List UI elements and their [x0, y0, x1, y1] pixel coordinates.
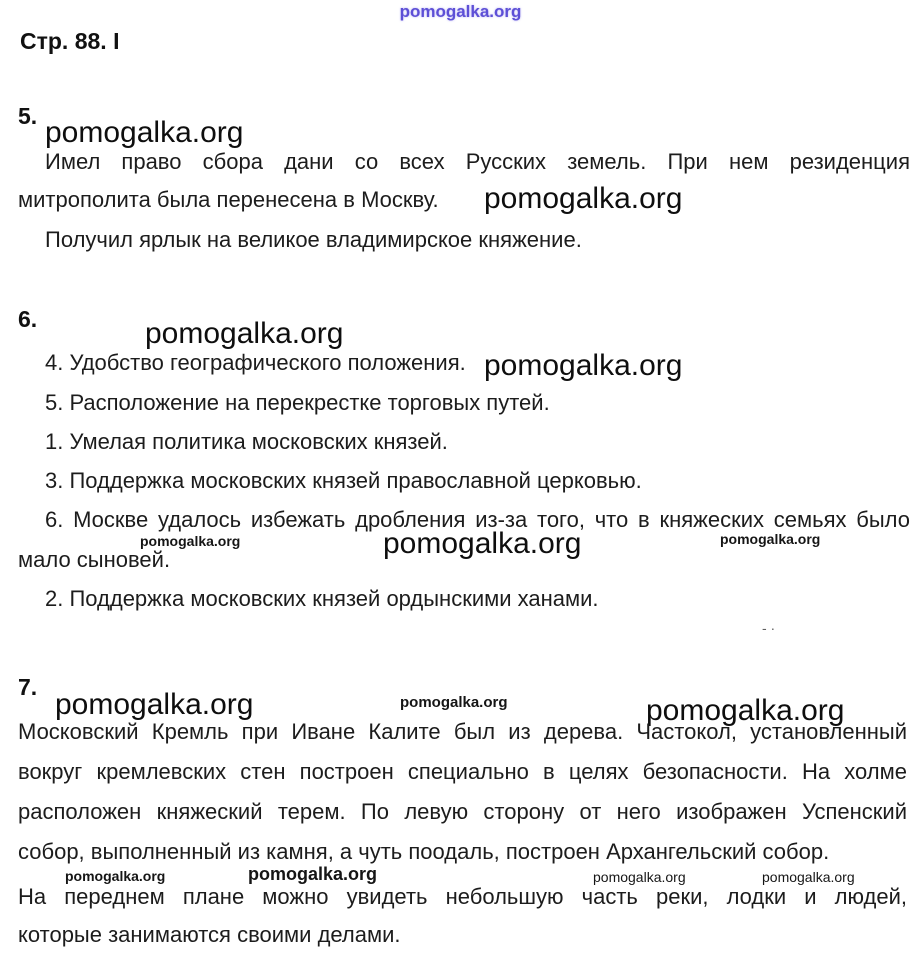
- watermark: pomogalka.org: [762, 869, 855, 885]
- watermark: pomogalka.org: [593, 869, 686, 885]
- section6-list-item: 1. Умелая политика московских князей.: [45, 429, 448, 454]
- section5-paragraph-line: Получил ярлык на великое владимирское княжение.: [45, 227, 582, 252]
- page-label: Стр. 88. I: [20, 28, 120, 54]
- watermark: pomogalka.org: [55, 688, 254, 721]
- section7-paragraph-line: Московский Кремль при Иване Калите был из дерева. Частокол, установленный: [18, 719, 907, 744]
- watermark: pomogalka.org: [248, 864, 378, 884]
- watermark: pomogalka.org: [720, 531, 821, 547]
- watermark: pomogalka.org: [484, 182, 683, 215]
- section7-paragraph-line: расположен княжеский терем. По левую сторону от него изображен Успенский: [18, 799, 907, 824]
- watermark: pomogalka.org: [646, 694, 845, 727]
- section6-list-item: 6. Москве удалось избежать дробления из-за того, что в княжеских семьях было: [45, 507, 910, 532]
- section5-number: 5.: [18, 103, 38, 129]
- section6-list-item: 2. Поддержка московских князей ордынскими ханами.: [45, 586, 599, 611]
- section7-number: 7.: [18, 674, 38, 700]
- watermark: pomogalka.org: [140, 533, 241, 549]
- watermark: pomogalka.org: [383, 527, 582, 560]
- watermark: pomogalka.org: [145, 317, 344, 350]
- section6-list-item: мало сыновей.: [18, 547, 171, 572]
- section7-paragraph-line: На переднем плане можно увидеть небольшую часть реки, лодки и людей,: [18, 884, 907, 909]
- section7-paragraph-line: собор, выполненный из камня, а чуть поодаль, построен Архангельский собор.: [18, 839, 830, 864]
- watermark: pomogalka.org: [45, 116, 244, 149]
- section6-list-item: 5. Расположение на перекрестке торговых путей.: [45, 390, 550, 415]
- section6-list-item: 4. Удобство географического положения.: [45, 350, 466, 375]
- stray-marks: - ·: [762, 620, 776, 636]
- section6-list-item: 3. Поддержка московских князей православной церковью.: [45, 468, 642, 493]
- section7-paragraph-line: которые занимаются своими делами.: [18, 922, 401, 947]
- watermark: pomogalka.org: [400, 694, 508, 711]
- top-watermark: pomogalka.org: [399, 2, 522, 21]
- section6-number: 6.: [18, 306, 38, 332]
- watermark: pomogalka.org: [484, 349, 683, 382]
- watermark: pomogalka.org: [65, 868, 166, 884]
- section7-paragraph-line: вокруг кремлевских стен построен специально в целях безопасности. На холме: [18, 759, 907, 784]
- section5-paragraph-line: митрополита была перенесена в Москву.: [18, 187, 439, 212]
- section5-paragraph-line: Имел право сбора дани со всех Русских земель. При нем резиденция: [45, 149, 910, 174]
